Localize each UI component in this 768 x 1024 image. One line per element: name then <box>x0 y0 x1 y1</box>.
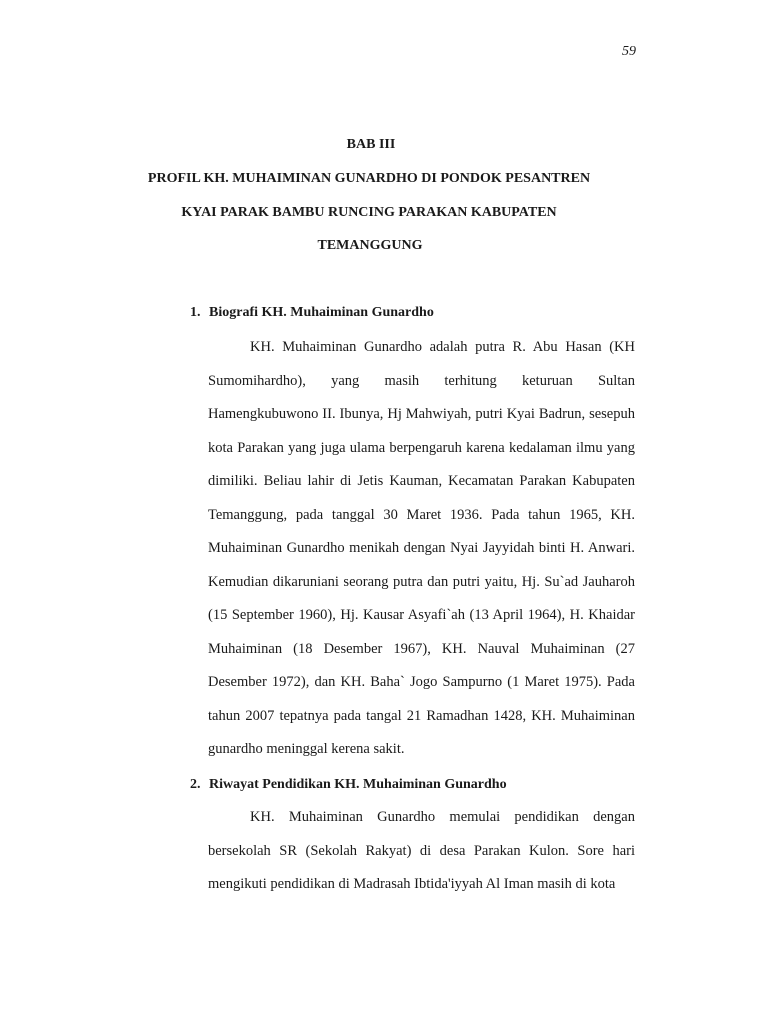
chapter-title-line-2: KYAI PARAK BAMBU RUNCING PARAKAN KABUPATEN <box>181 205 557 220</box>
chapter-title-line-1: PROFIL KH. MUHAIMINAN GUNARDHO DI PONDOK PESANTREN <box>147 171 591 186</box>
section-title: Biografi KH. Muhaiminan Gunardho <box>209 305 434 320</box>
section-paragraph-riwayat-pendidikan: KH. Muhaiminan Gunardho memulai pendidikan dengan bersekolah SR (Sekolah Rakyat) di desa Parakan Kulon. Sore hari mengikuti pendidikan di Madrasah Ibtida'iyyah Al Iman masih di kota <box>208 809 635 892</box>
section-number: 1. <box>190 305 201 320</box>
section-heading-biografi <box>190 305 434 321</box>
section-title: Riwayat Pendidikan KH. Muhaiminan Gunardho <box>209 777 507 792</box>
section-heading-riwayat-pendidikan <box>190 777 507 793</box>
chapter-label: BAB III <box>346 137 396 152</box>
section-number: 2. <box>190 777 201 792</box>
chapter-title-line-3: TEMANGGUNG <box>317 238 423 253</box>
page-number: 59 <box>622 44 636 59</box>
section-paragraph-biografi: KH. Muhaiminan Gunardho adalah putra R. Abu Hasan (KH Sumomihardho), yang masih terhitung keturuan Sultan Hamengkubuwono II. Ibunya, Hj Mahwiyah, putri Kyai Badrun, sesepuh kota Parakan yang juga ulama berpengaruh karena kedalaman ilmu yang dimiliki. Beliau lahir di Jetis Kauman, Kecamatan Parakan Kabupaten Temanggung, pada tanggal 30 Maret 1936. Pada tahun 1965, KH. Muhaiminan Gunardho menikah dengan Nyai Jayyidah binti H. Anwari. Kemudian dikaruniani seorang putra dan putri yaitu, Hj. Su`ad Jauharoh (15 September 1960), Hj. Kausar Asyafi`ah (13 April 1964), H. Khaidar Muhaiminan (18 Desember 1967), KH. Nauval Muhaiminan (27 Desember 1972), dan KH. Baha` Jogo Sampurno (1 Maret 1975). Pada tahun 2007 tepatnya pada tangal 21 Ramadhan 1428, KH. Muhaiminan gunardho meninggal kerena sakit. <box>208 339 635 757</box>
